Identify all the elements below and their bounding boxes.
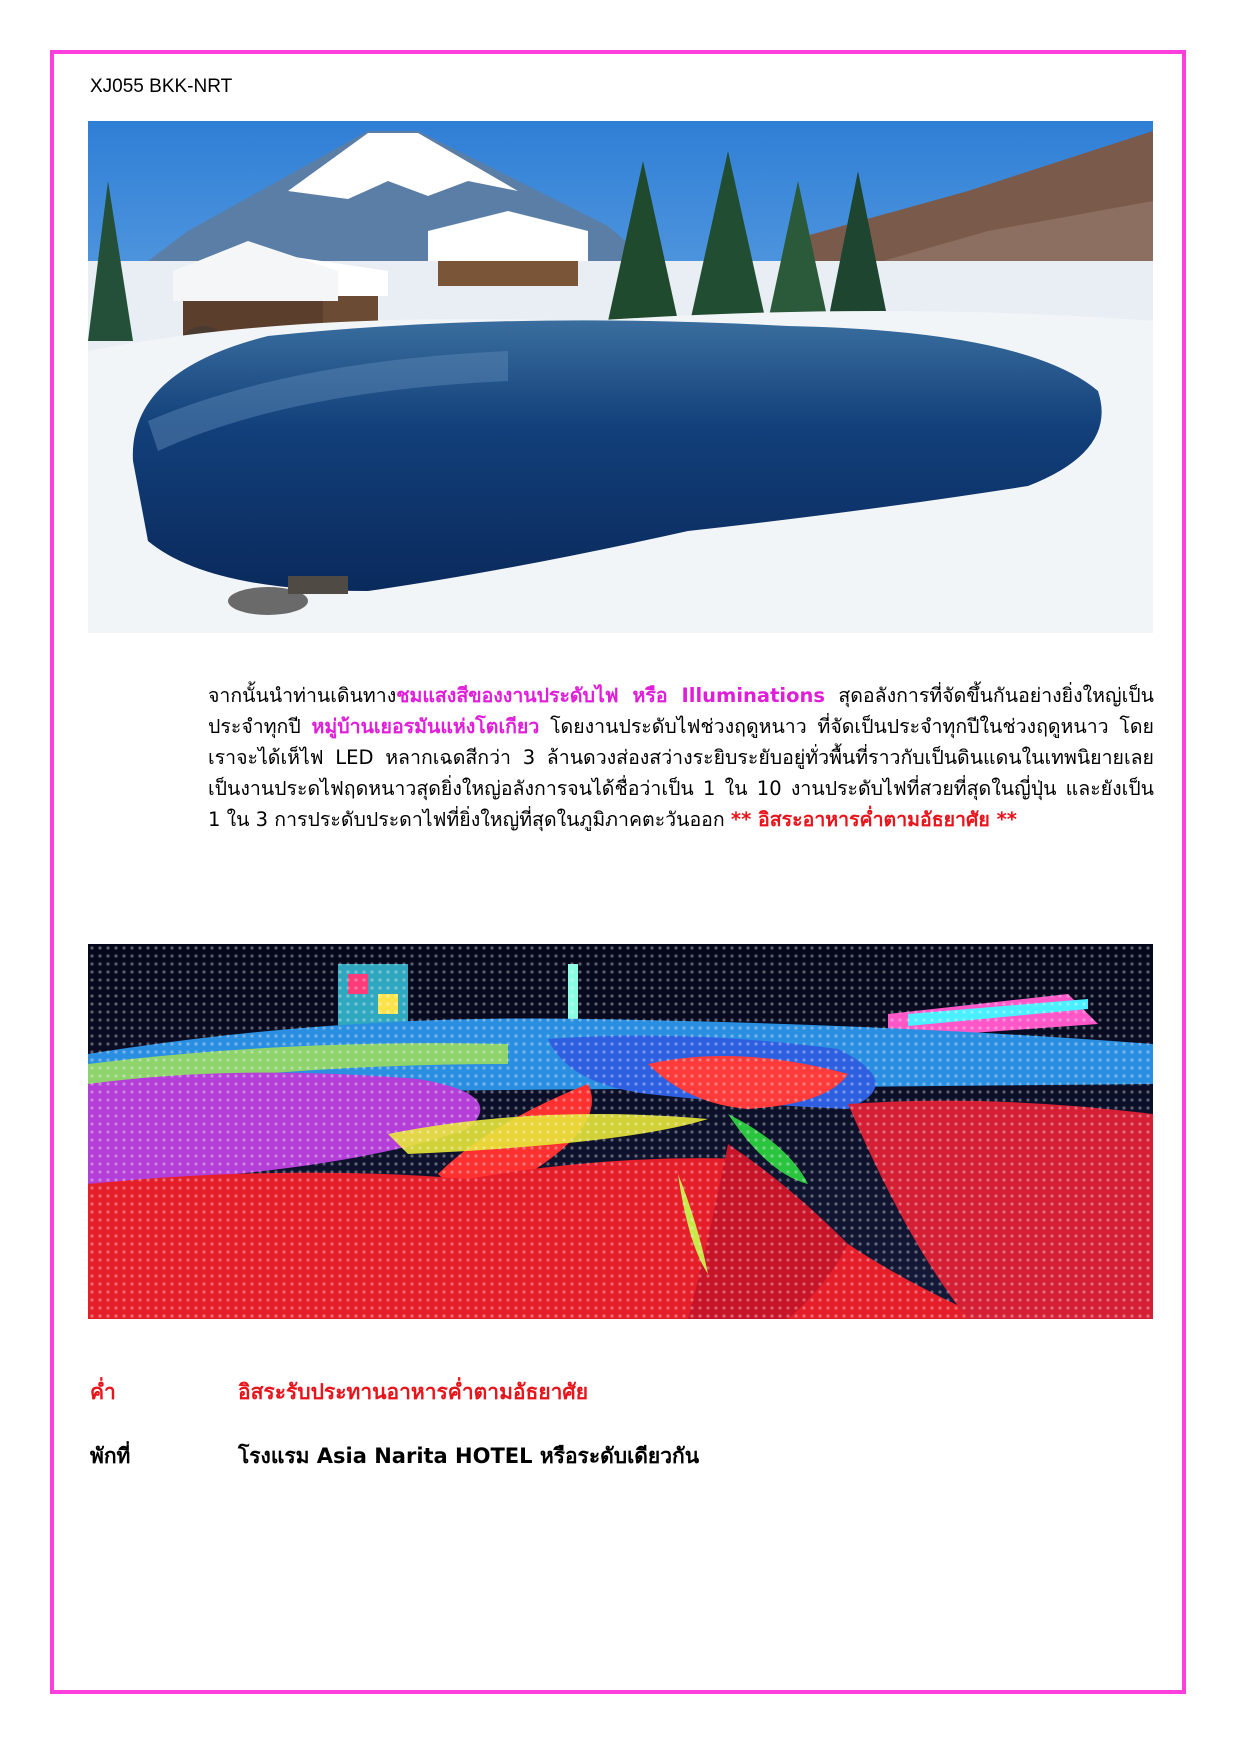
hotel-label: พักที่: [90, 1444, 131, 1468]
hotel-value: โรงแรม Asia Narita HOTEL หรือระดับเดียวกัน: [238, 1444, 700, 1468]
desc-text-3: โดยงานประดับไฟช่วงฤดูหนาว ที่จัดเป็นประจำทุกปีในช่วงฤดูหนาว โดยเราจะได้เห็ไฟ LED หลากเฉดสีกว่า 3 ล้านดวงส่องสว่างระยิบระยับอยู่ทั่วพื้นที่ราวกับเป็นดินแดนในเทพนิยายเลยเป็นงานประดไฟฤดหนาวสุดยิ่งใหญ่อลังการจนได้ชื่อว่าเป็น 1 ใน 10 งานประดับไฟที่สวยที่สุดในญี่ปุ่น และยังเป็น 1 ใน 3 การประดับประดาไฟที่ยิ่งใหญ่ที่สุดในภูมิภาคตะวันออก: [208, 715, 1154, 831]
free-dinner-note: ** อิสระอาหารค่ำตามอัธยาศัย **: [730, 808, 1017, 831]
german-village-highlight: หมู่บ้านเยอรมันแห่งโตเกียว: [311, 715, 540, 738]
hotel-row: [90, 1440, 699, 1473]
illumination-description: [208, 680, 1154, 835]
dinner-row: [90, 1376, 588, 1409]
fuji-village-pond-photo: [88, 121, 1153, 633]
dinner-label: ค่ำ: [90, 1380, 116, 1404]
desc-text-2: สุดอลังการที่จัดขึ้นกันอย่างยิ่งใหญ่เป็นประจำทุกปี: [208, 684, 1154, 738]
illuminations-highlight: ชมแสงสีของงานประดับไฟ หรือ Illuminations: [396, 684, 825, 707]
desc-text-1: จากนั้นนำท่านเดินทาง: [208, 684, 397, 707]
illumination-lights-photo: [88, 944, 1153, 1319]
dinner-value: อิสระรับประทานอาหารค่ำตามอัธยาศัย: [238, 1380, 589, 1404]
tour-code: XJ055 BKK-NRT: [90, 76, 233, 97]
